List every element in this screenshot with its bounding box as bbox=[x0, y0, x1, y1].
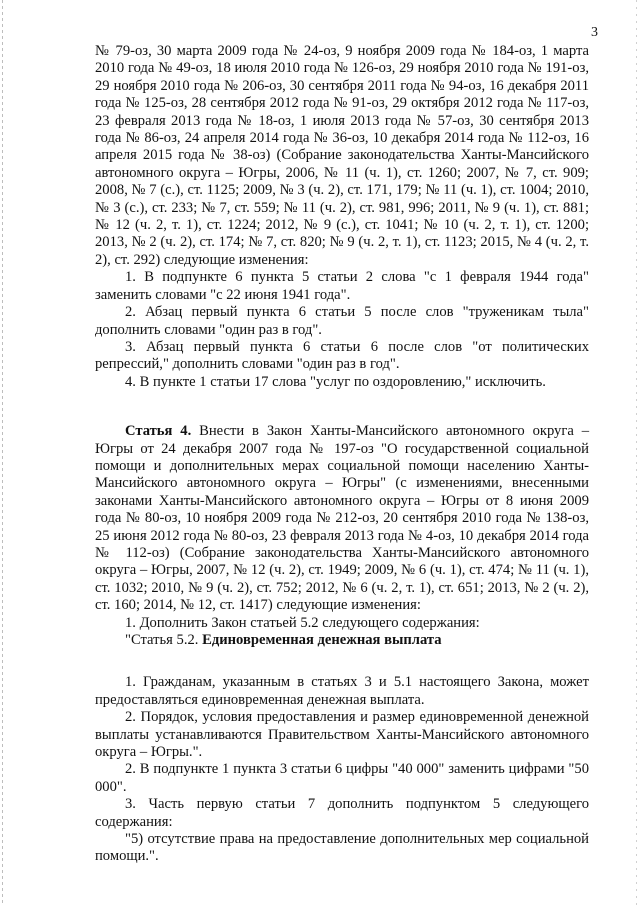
intro-paragraph: № 79-оз, 30 марта 2009 года № 24-оз, 9 ноября 2009 года № 184-оз, 1 марта 2010 года № 49-оз, 18 июля 2010 года № 126-оз, 29 ноября 2010 года № 191-оз, 29 ноября 2010 года № 206-оз, 30 сентября 2011 года № 94-оз, 16 декабря 2011 года № 125-оз, 28 сентября 2012 года № 91-оз, 29 октября 2012 года № 117-оз, 23 февраля 2013 года № 18-оз, 1 июля 2013 года № 57-оз, 30 сентября 2013 года № 86-оз, 24 апреля 2014 года № 36-оз, 10 декабря 2014 года № 112-оз, 16 апреля 2015 года № 38-оз) (Собрание законодательства Ханты-Мансийского автономного округа – Югры, 2006, № 11 (ч. 1), ст. 1260; 2007, № 7, ст. 909; 2008, № 7 (с.), ст. 1125; 2009, № 3 (ч. 2), ст. 171, 179; № 11 (ч. 1), ст. 1004; 2010, № 3 (с.), ст. 233; № 7, ст. 559; № 11 (ч. 2), ст. 981, 996; 2011, № 9 (ч. 1), ст. 881; № 12 (ч. 2, т. 1), ст. 1224; 2012, № 9 (с.), ст. 1041; № 10 (ч. 2, т. 1), ст. 1200; 2013, № 2 (ч. 2), ст. 174; № 7, ст. 820; № 9 (ч. 2, т. 1), ст. 1123; 2015, № 4 (ч. 2, т. 2), ст. 292) следующие изменения: bbox=[95, 43, 589, 268]
new-article-item: 1. Гражданам, указанным в статьях 3 и 5.1 настоящего Закона, может предоставляться единовременная денежная выплата. bbox=[95, 674, 589, 708]
new-article-title: Единовременная денежная выплата bbox=[198, 632, 442, 648]
amendment-item: 2. Абзац первый пункта 6 статьи 5 после слов "труженикам тыла" дополнить словами "один раз в год". bbox=[95, 304, 589, 338]
article-4-label: Статья 4. bbox=[125, 423, 192, 440]
new-article-heading bbox=[95, 632, 589, 649]
spacer bbox=[95, 649, 589, 674]
amendment-item: 3. Часть первую статьи 7 дополнить подпунктом 5 следующего содержания: bbox=[95, 796, 589, 830]
new-article-prefix: "Статья 5.2. bbox=[125, 632, 199, 648]
new-article-item: 2. Порядок, условия предоставления и размер единовременной денежной выплаты устанавливаются Правительством Ханты-Мансийского автономного округа – Югры.". bbox=[95, 709, 589, 761]
spacer bbox=[95, 391, 589, 423]
scan-edge-left bbox=[2, 0, 3, 905]
scan-edge-right bbox=[636, 0, 637, 905]
article-4-text: Внести в Закон Ханты-Мансийского автономного округа – Югры от 24 декабря 2007 года № 197-оз "О государственной социальной помощи и дополнительных мерах социальной помощи населению Ханты-Мансийского автономного округа – Югры" (с изменениями, внесенными законами Ханты-Мансийского автономного округа – Югры от 8 июня 2009 года № 80-оз, 10 ноября 2009 года № 212-оз, 20 сентября 2010 года № 138-оз, 25 июня 2012 года № 80-оз, 23 февраля 2013 года № 4-оз, 10 декабря 2014 года № 112-оз) (Собрание законодательства Ханты-Мансийского автономного округа – Югры, 2007, № 12 (ч. 2), ст. 1949; 2009, № 6 (ч. 1), ст. 474; № 11 (ч. 1), ст. 1032; 2010, № 9 (ч. 2), ст. 752; 2012, № 6 (ч. 2, т. 1), ст. 651; 2013, № 2 (ч. 2), ст. 160; 2014, № 12, ст. 1417) следующие изменения: bbox=[95, 423, 589, 614]
amendment-item: 2. В подпункте 1 пункта 3 статьи 6 цифры "40 000" заменить цифрами "50 000". bbox=[95, 761, 589, 795]
quoted-subparagraph: "5) отсутствие права на предоставление дополнительных мер социальной помощи.". bbox=[95, 831, 589, 865]
page-number: 3 bbox=[591, 25, 598, 40]
amendment-item: 4. В пункте 1 статьи 17 слова "услуг по оздоровлению," исключить. bbox=[125, 373, 546, 390]
article-4-paragraph bbox=[95, 423, 589, 614]
amendment-item: 1. В подпункте 6 пункта 5 статьи 2 слова "с 1 февраля 1944 года" заменить словами "с 22 июня 1941 года". bbox=[95, 269, 589, 303]
supplement-line: 1. Дополнить Закон статьей 5.2 следующего содержания: bbox=[125, 614, 480, 631]
document-body bbox=[95, 43, 589, 866]
amendment-item: 3. Абзац первый пункта 6 статьи 6 после слов "от политических репрессий," дополнить словами "один раз в год". bbox=[95, 338, 589, 373]
